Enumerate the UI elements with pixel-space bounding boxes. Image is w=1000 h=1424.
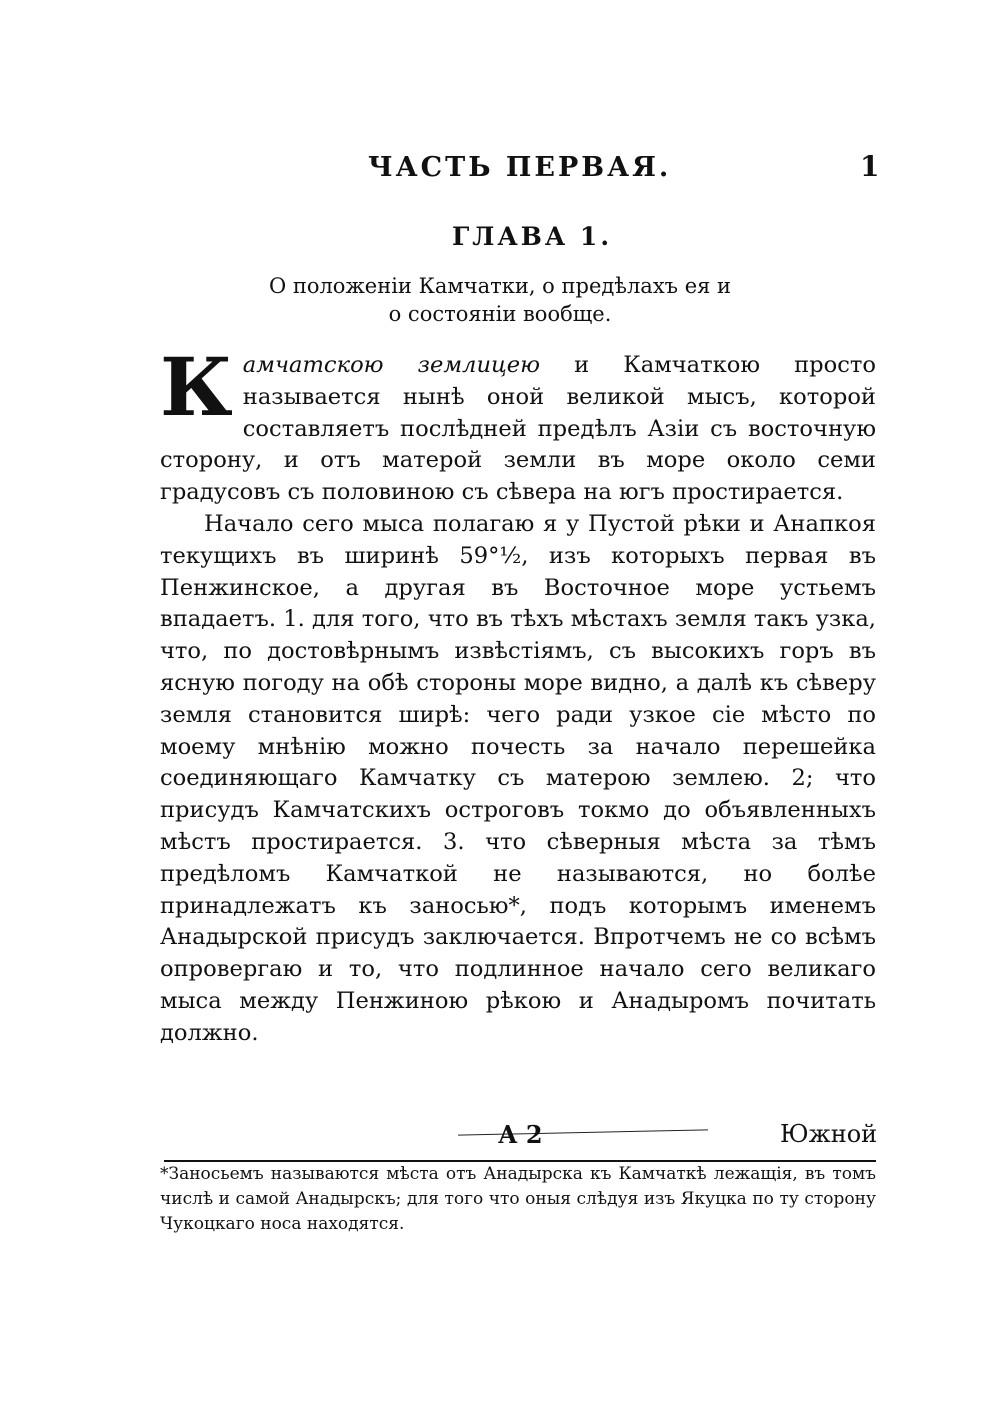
paragraph-2: Начало сего мыса полагаю я у Пустой рѣки и Анапкоя текущихъ въ ширинѣ 59°½, изъ которыхъ первая въ Пенжинское, а другая въ Восточное море устьемъ впадаетъ. 1. для того, что въ тѣхъ мѣстахъ земля такъ узка, что, по достовѣрнымъ извѣстіямъ, съ высокихъ горъ въ ясную погоду на обѣ стороны море видно, а далѣ къ сѣверу земля становится ширѣ: чего ради узкое сіе мѣсто по моему мнѣнію можно почесть за начало перешейка соединяющаго Камчатку съ матерою землею. 2; что присудъ Камчатскихъ остроговъ токмо до объявленныхъ мѣстъ простирается. 3. что сѣверныя мѣста за тѣмъ предѣломъ Камчаткой не называются, но болѣе принадлежатъ къ заносью*, подъ которымъ именемъ Анадырской присудъ заключается. Впротчемъ не со всѣмъ опровергаю и то, что подлинное начало сего великаго мыса между Пенжиною рѣкою и Анадыромъ почитать должно. (160, 510, 876, 1046)
chapter-title-line-2: о состояніи вообще. (388, 302, 612, 326)
paragraph-1-text: и Камчаткою просто называется нынѣ оной великой мысъ, которой составляетъ послѣдней предѣлъ Азіи съ восточную сторону, и отъ матерой земли въ море около семи градусовъ съ половиною съ сѣвера на югъ простирается. (160, 352, 876, 506)
paragraph-1-lead: амчатскою землицею (242, 352, 541, 378)
page-number: 1 (860, 150, 880, 183)
running-head: ЧАСТЬ ПЕРВАЯ. (368, 152, 672, 183)
signature-mark: А 2 (498, 1120, 543, 1149)
signature-underline (458, 1129, 708, 1135)
catchword: Южной (780, 1120, 878, 1148)
drop-cap: К (160, 340, 233, 434)
paragraph-1 (160, 340, 876, 509)
chapter-heading: ГЛАВА 1. (452, 222, 613, 251)
chapter-title (200, 272, 800, 328)
footnote: *Заносьемъ называются мѣста отъ Анадырска къ Камчаткѣ лежащія, въ томъ числѣ и самой Анадырскъ; для того что оныя слѣдуя изъ Якуцка по ту сторону Чукоцкаго носа находятся. (160, 1164, 876, 1234)
body-text (160, 340, 876, 1050)
chapter-title-line-1: О положеніи Камчатки, о предѣлахъ ея и (268, 274, 732, 298)
